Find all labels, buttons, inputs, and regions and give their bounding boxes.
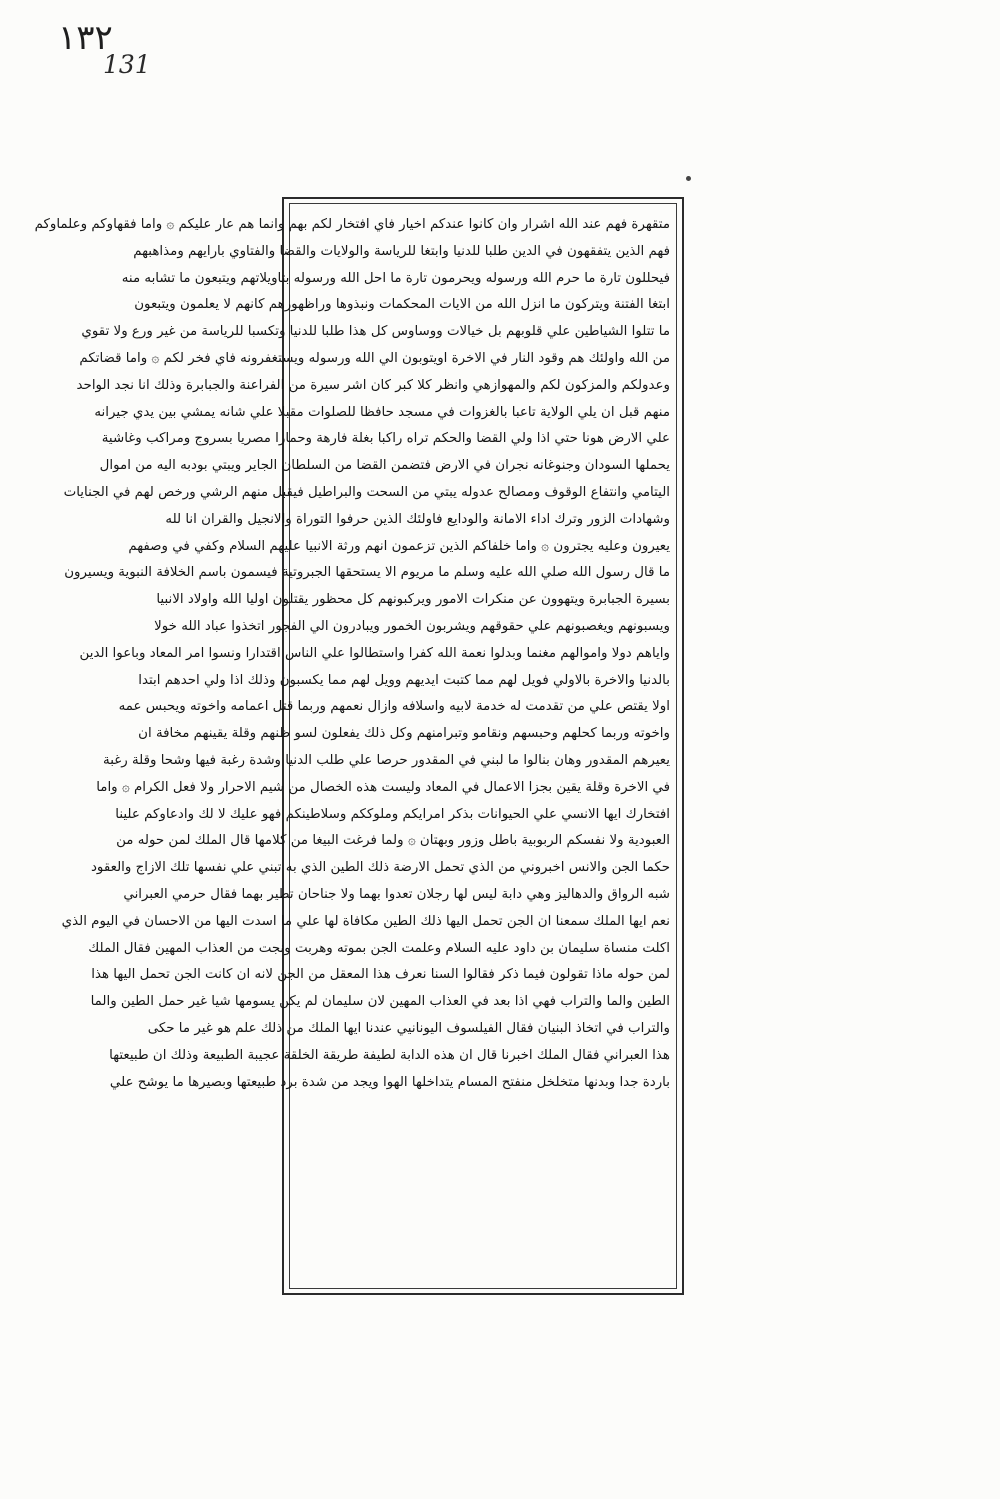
text-line: بالدنيا والاخرة بالاولي فويل لهم مما كتبت ايديهم وويل لهم مما يكسبون وذلك اذا ولي احدهم ابتدا bbox=[138, 672, 670, 688]
text-line: اكلت منساة سليمان بن داود عليه السلام وعلمت الجن بموته وهربت ونجت من العذاب المهين فقال الملك bbox=[88, 940, 670, 956]
folio-number: 131 bbox=[103, 50, 151, 79]
manuscript-text-block bbox=[34, 212, 670, 1284]
text-line: بسيرة الجبابرة ويتهوون عن منكرات الامور ويركبونهم كل محظور يقتلون اوليا الله واولاد الانبيا bbox=[156, 592, 670, 608]
text-line: يعيرون وعليه يجترون ۞ واما خلفاكم الذين تزعمون انهم ورثة الانبيا عليهم السلام وكفي في وصفهم bbox=[128, 538, 670, 554]
text-line: من الله واولئك هم وقود النار في الاخرة اويتوبون الي الله ورسوله ويستغفرونه فاي فخر لكم ۞ واما قضاتكم bbox=[79, 350, 670, 366]
text-line: ما قال رسول الله صلي الله عليه وسلم ما مريوم الا يستحقها الجبروتية فيسمون باسم الخلافة النبوية ويسيرون bbox=[64, 565, 670, 581]
text-line: وعدولكم والمزكون لكم والمهوازهي وانظر كلا كبر كان اشر سيرة من الفراعنة والجبابرة وذلك انا نجد الواحد bbox=[76, 377, 670, 393]
text-line: حكما الجن والانس اخبروني من الذي تحمل الارضة ذلك الطين الذي به تبني علي نفسها تلك الازاج والعقود bbox=[90, 860, 670, 876]
text-line: والتراب في اتخاذ البنيان فقال الفيلسوف اليونانيي عندنا ايها الملك من ذلك علم هو غير ما حكى bbox=[147, 1020, 670, 1036]
text-line: لمن حوله ماذا تقولون فيما ذكر فقالوا السنا نعرف هذا المعقل من الجن لانه ان كانت الجن تحمل اليها هذا bbox=[91, 967, 670, 983]
text-line: الطين والما والتراب فهي اذا بعد في العذاب المهين لان سليمان لم يكن يسومها شيا غير حمل الطين والما bbox=[90, 994, 670, 1010]
text-line: هذا العبراني فقال الملك اخبرنا قال ان هذه الدابة لطيفة طريقة الخلقة عجيبة الطبيعة وذلك ان طبيعتها bbox=[109, 1047, 670, 1063]
text-line: افتخارك ايها الانسي علي الحيوانات بذكر امرايكم وملوككم وسلاطينكم فهو عليك لا لك وادعاوكم علينا bbox=[115, 806, 670, 822]
page-number: ١٣٢ bbox=[58, 18, 113, 58]
text-line: في الاخرة وقلة يقين بجزا الاعمال في المعاد وليست هذه الخصال من شيم الاحرار ولا فعل الكرام ۞ واما bbox=[96, 779, 670, 795]
text-line: واياهم دولا واموالهم مغنما وبدلوا نعمة الله كفرا واستطالوا علي الناس اقتدارا ونسوا امر المعاد وباعوا الدين bbox=[79, 645, 670, 661]
text-line: منهم قبل ان يلي الولاية تاعبا بالغزوات في مسجد حافظا للصلوات مقبلا علي شانه يمشي بين يدي جيرانه bbox=[94, 404, 670, 420]
text-line: متقهرة فهم عند الله اشرار وان كانوا عندكم اخيار فاي افتخار لكم بهم وانما هم عار عليكم ۞ واما فقهاوكم وعلماوكم bbox=[34, 217, 670, 232]
ink-mark bbox=[686, 176, 691, 181]
text-line: ابتغا الفتنة ويتركون ما انزل الله من الايات المحكمات ونبذوها وراظهورهم كانهم لا يعلمون ويتبعون bbox=[134, 297, 670, 313]
text-line: فهم الذين يتفقهون في الدين طلبا للدنيا وابتغا للرياسة والولايات والقضا والفتاوي بارايهم ومذاهبهم bbox=[133, 243, 670, 259]
text-line: واخوته وربما كحلهم وحبسهم ونقامو وتبرامنهم وكل ذلك يفعلون لسو ظنهم وقلة يقينهم مخافة ان bbox=[138, 726, 670, 742]
text-line: العبودية ولا نفسكم الربوبية باطل وزور وبهتان ۞ ولما فرغت البيغا من كلامها قال الملك لمن حوله من bbox=[116, 833, 670, 849]
text-line: فيحللون تارة ما حرم الله ورسوله ويحرمون تارة ما احل الله ورسوله بتاويلاتهم ويتبعون ما تشابه منه bbox=[121, 270, 670, 286]
text-line: شبه الرواق والدهاليز وهي دابة ليس لها رجلان تعدوا بهما ولا جناحان تطير بهما فقال حرمي العبراني bbox=[123, 886, 670, 902]
text-line: ويسبونهم ويغصبونهم علي حقوقهم ويشربون الخمور ويبادرون الي الفجور اتخذوا عباد الله خولا bbox=[154, 618, 670, 634]
text-line: ما تتلوا الشياطين علي قلوبهم بل خيالات ووساوس كل هذا طلبا للدنيا وتكسبا للرياسة من غير ورع ولا تقوي bbox=[81, 324, 670, 340]
text-line: يحملها السودان وجنوغانه نجران في الارض فتضمن القضا من السلطان الجاير ويبتي بودبه اليه من اموال bbox=[99, 458, 670, 474]
text-line: باردة جدا وبدنها متخلخل منفتح المسام يتداخلها الهوا ويجد من شدة برد طبيعتها وبصيرها ما يوشح علي bbox=[109, 1074, 670, 1090]
text-line: يعيرهم المقدور وهان بنالوا ما لبني في المقدور حرصا علي طلب الدنيا وشدة رغبة فيها وشحا وقلة رغبة bbox=[103, 752, 670, 768]
text-line: اولا يقتص علي من تقدمت له خدمة لابيه واسلافه وازال نعمهم وربما قتل اعمامه واخوته ويحبس عمه bbox=[118, 699, 670, 715]
text-line: نعم ايها الملك سمعنا ان الجن تحمل اليها ذلك الطين مكافاة لها علي ما اسدت اليها من الاحسان في اليوم الذي bbox=[61, 913, 670, 929]
text-line: اليتامي وانتفاع الوقوف ومصالح عدوله يبتي من السحت والبراطيل فيقبل منهم الرشي ورخص لهم في الجنايات bbox=[63, 484, 670, 500]
text-line: وشهادات الزور وترك اداء الامانة والودايع فاولئك الذين حرفوا التوراة والانجيل والقران انا لله bbox=[165, 511, 670, 527]
text-line: علي الارض هونا حتي اذا ولي القضا والحكم تراه راكبا بغلة فارهة وحمارا مصريا بسروج ومراكب وغاشية bbox=[101, 431, 670, 447]
